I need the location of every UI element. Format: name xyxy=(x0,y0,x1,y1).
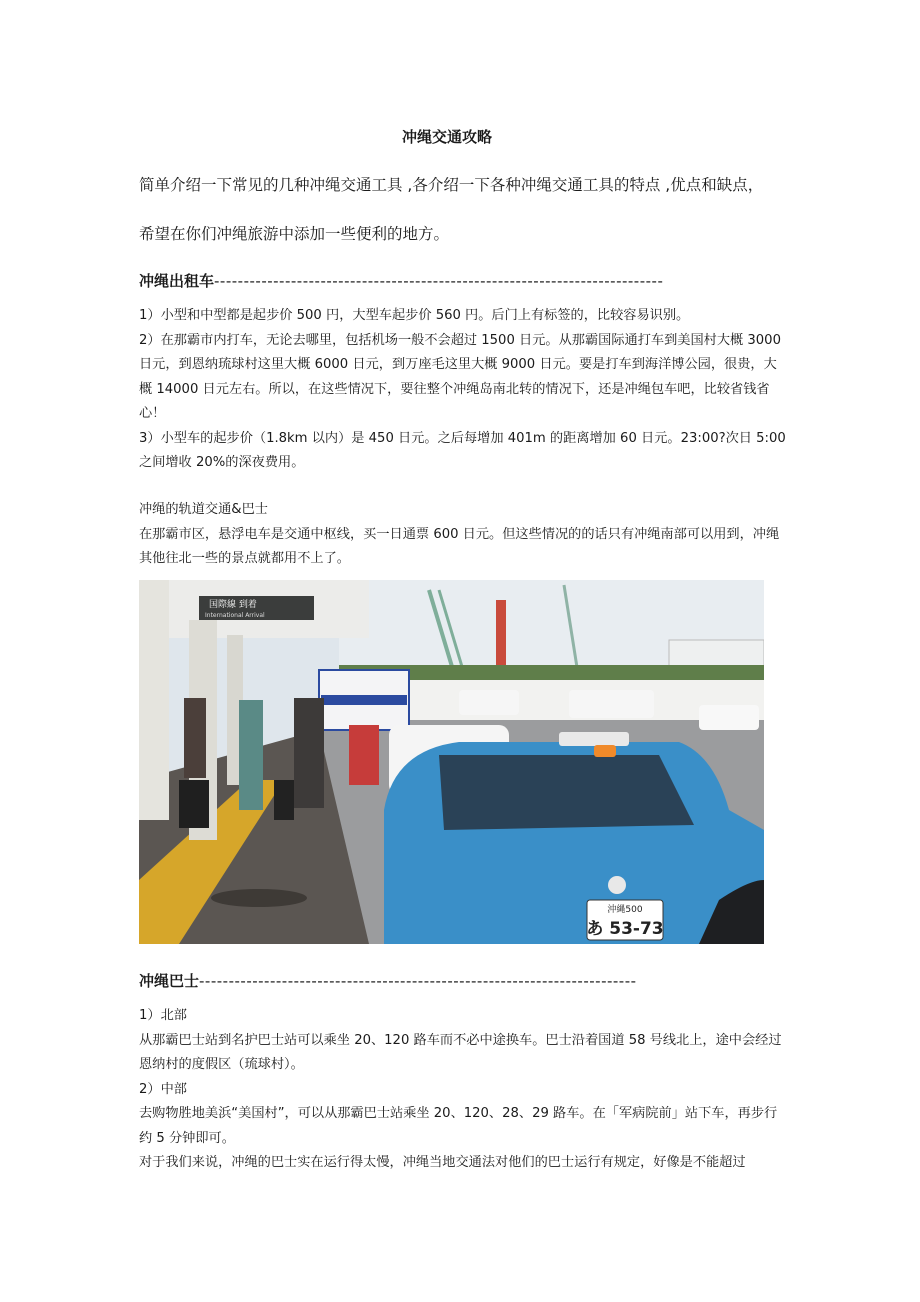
airport-taxi-photo xyxy=(139,580,764,944)
bus-mid-label: 2）中部 xyxy=(139,1081,187,1097)
plate-main-text: あ 53-73 xyxy=(586,919,664,939)
bus-tail-text: 对于我们来说，冲绳的巴士实在运行得太慢，冲绳当地交通法对他们的巴士运行有规定，好像是不能超过 xyxy=(139,1155,746,1170)
taxi-list xyxy=(139,304,789,476)
heading-rule: ---------------------------------------------------------------------------- xyxy=(214,272,664,290)
rail-heading: 冲绳的轨道交通&巴士 xyxy=(139,502,268,517)
bus-section xyxy=(139,1004,789,1176)
rail-text: 在那霸市区，悬浮电车是交通中枢线，买一日通票 600 日元。但这些情况的的话只有冲绳南部可以用到，冲绳其他往北一些的景点就都用不上了。 xyxy=(139,526,780,566)
taxi-item-1: 1）小型和中型都是起步价 500 円，大型车起步价 560 円。后门上有标签的，比较容易识别。 xyxy=(139,308,690,323)
taxi-item-3: 3）小型车的起步价（1.8km 以内）是 450 日元。之后每增加 401m 的距离增加 60 日元。23:00?次日 5:00 之间增收 20%的深夜费用。 xyxy=(139,430,786,470)
bus-north-label: 1）北部 xyxy=(139,1008,187,1023)
section-heading-bus xyxy=(139,970,799,991)
taxi-heading-text: 冲绳出租车 xyxy=(139,272,215,290)
bus-heading-text: 冲绳巴士 xyxy=(139,972,200,990)
heading-rule: -------------------------------------------------------------------------- xyxy=(199,972,637,990)
taxi-item-2: 2）在那霸市内打车，无论去哪里，包括机场一般不会超过 1500 日元。从那霸国际通打车到美国村大概 3000 日元，到恩纳琉球村这里大概 6000 日元，到万座毛这里大概 9000 日元。要是打车到海洋博公园，很贵，大概 14000 日元左右。所以，在这些情况下，要往整个冲绳岛南北转的情况下，还是冲绳包车吧，比较省钱省心！ xyxy=(139,332,781,421)
sign-text: 国際線 到着 xyxy=(209,600,257,610)
intro-line-2: 希望在你们冲绳旅游中添加一些便利的地方。 xyxy=(139,225,450,243)
bus-north-text: 从那霸巴士站到名护巴士站可以乘坐 20、120 路车而不必中途换车。巴士沿着国道 58 号线北上，途中会经过恩纳村的度假区（琉球村）。 xyxy=(139,1032,782,1072)
section-heading-taxi xyxy=(139,270,799,291)
rail-section xyxy=(139,498,789,572)
plate-top-text: 沖縄500 xyxy=(607,905,643,915)
bus-mid-text: 去购物胜地美浜“美国村”，可以从那霸巴士站乘坐 20、120、28、29 路车。在「军病院前」站下车，再步行约 5 分钟即可。 xyxy=(139,1106,778,1146)
page-title: 冲绳交通攻略 xyxy=(401,128,492,146)
intro-line-1: 简单介绍一下常见的几种冲绳交通工具 ,各介绍一下各种冲绳交通工具的特点 ,优点和缺点， xyxy=(139,176,764,194)
sign-sub-text: International Arrival xyxy=(205,612,265,619)
